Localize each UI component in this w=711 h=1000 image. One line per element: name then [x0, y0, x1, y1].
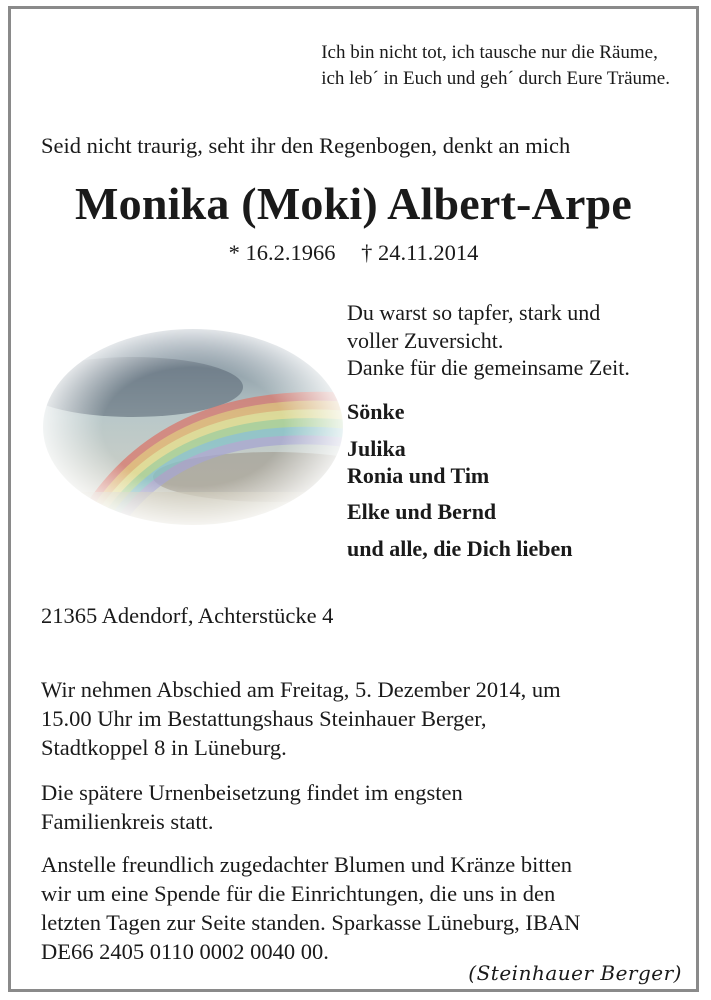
verse: Seid nicht traurig, seht ihr den Regenbogen, denkt an mich: [41, 133, 571, 158]
tribute-line-3: Danke für die gemeinsame Zeit.: [347, 355, 630, 380]
family-address: 21365 Adendorf, Achterstücke 4: [41, 603, 334, 628]
mourner-name: Sönke: [347, 399, 405, 424]
death-date: † 24.11.2014: [361, 240, 479, 265]
urn-line-2: Familienkreis statt.: [41, 809, 214, 834]
donation-line-4: DE66 2405 0110 0002 0040 00.: [41, 939, 329, 964]
deceased-name: Monika (Moki) Albert-Arpe: [75, 178, 632, 229]
donation-line-3: letzten Tagen zur Seite standen. Sparkasse Lüneburg, IBAN: [41, 910, 581, 935]
mourner-name: und alle, die Dich lieben: [347, 536, 573, 561]
service-line-1: Wir nehmen Abschied am Freitag, 5. Dezember 2014, um: [41, 677, 561, 702]
mourner-name: Ronia und Tim: [347, 463, 490, 488]
epigraph-line-1: Ich bin nicht tot, ich tausche nur die Räume,: [321, 42, 658, 63]
rainbow-image: [43, 327, 343, 527]
donation-line-2: wir um eine Spende für die Einrichtungen, die uns in den: [41, 881, 556, 906]
epigraph: [321, 40, 670, 92]
urn-burial-note: [41, 778, 463, 836]
obituary-notice: [8, 6, 699, 992]
life-dates: [11, 240, 696, 266]
mourner-name: Julika: [347, 436, 406, 461]
mourner-name: Elke und Bernd: [347, 499, 497, 524]
epigraph-line-2: ich leb´ in Euch und geh´ durch Eure Träume.: [321, 68, 670, 89]
tribute-line-2: voller Zuversicht.: [347, 327, 504, 353]
birth-date: * 16.2.1966: [228, 240, 336, 265]
undertaker-signature: (Steinhauer Berger): [468, 961, 682, 985]
donation-request: [41, 850, 580, 966]
urn-line-1: Die spätere Urnenbeisetzung findet im engsten: [41, 780, 463, 805]
service-line-2: 15.00 Uhr im Bestattungshaus Steinhauer Berger,: [41, 706, 487, 731]
service-details: [41, 675, 561, 762]
tribute-line-1: Du warst so tapfer, stark und: [347, 300, 601, 325]
service-line-3: Stadtkoppel 8 in Lüneburg.: [41, 735, 287, 760]
tribute-text: [347, 299, 630, 382]
donation-line-1: Anstelle freundlich zugedachter Blumen und Kränze bitten: [41, 852, 573, 877]
